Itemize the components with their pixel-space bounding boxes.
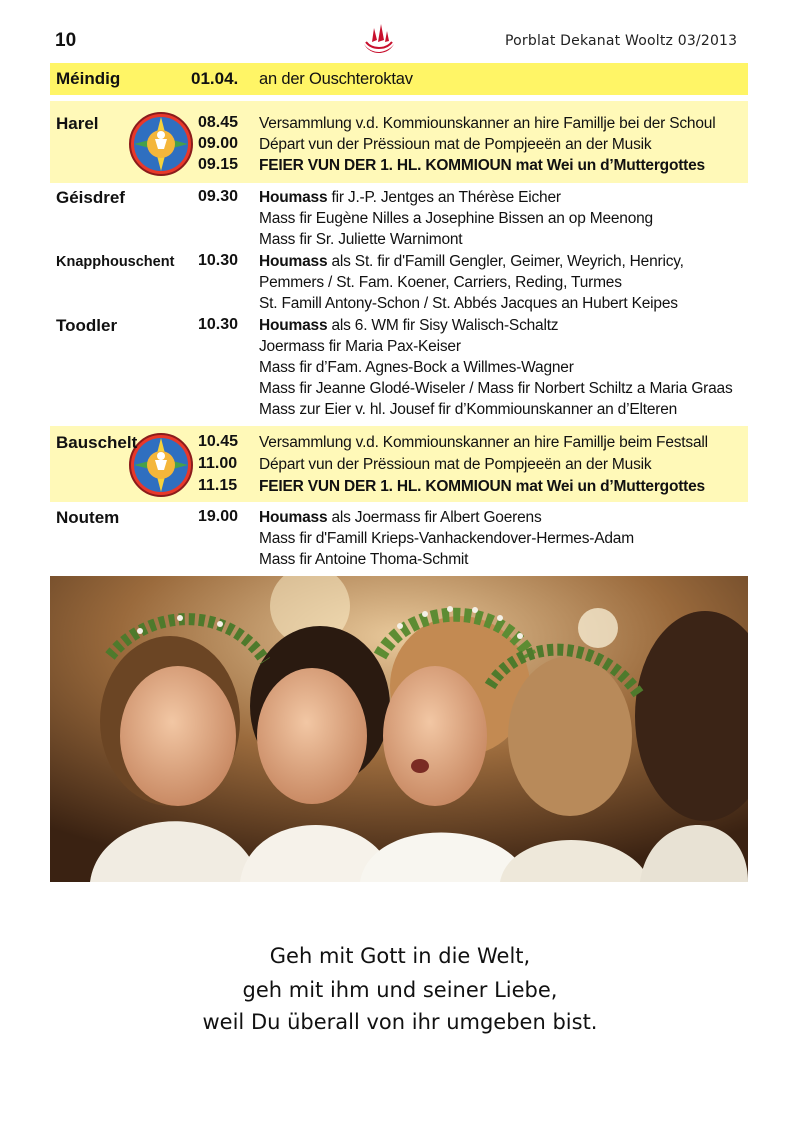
text-geisdref-1: Houmass fir J.-P. Jentges an Thérèse Eicher <box>259 189 561 206</box>
text-bauschelt-1: Versammlung v.d. Kommiounskanner an hire Famillje beim Festsall <box>259 434 708 451</box>
time-harel-1: 08.45 <box>198 114 239 131</box>
text-knapphouschent-1: Houmass als St. fir d'Famill Gengler, Geimer, Weyrich, Henricy, <box>259 253 684 270</box>
time-knapphouschent-1: 10.30 <box>198 252 239 269</box>
text-toodler-5: Mass zur Eier v. hl. Jousef fir d’Kommiounskanner an d’Elteren <box>259 401 678 418</box>
text-noutem-3: Mass fir Antoine Thoma-Schmit <box>259 551 469 568</box>
place-knapphouschent: Knapphouschent <box>56 254 175 270</box>
time-bauschelt-3: 11.15 <box>198 477 238 494</box>
time-geisdref-1: 09.30 <box>198 188 239 205</box>
first-communion-medallion-icon <box>128 111 194 177</box>
communion-children-photo <box>50 576 748 882</box>
day-occasion: an der Ouschteroktav <box>259 70 413 88</box>
place-bauschelt: Bauschelt <box>56 433 138 452</box>
time-harel-3: 09.15 <box>198 156 239 173</box>
text-toodler-4: Mass fir Jeanne Glodé-Wiseler / Mass fir Norbert Schiltz a Maria Graas <box>259 380 733 397</box>
time-noutem-1: 19.00 <box>198 508 239 525</box>
place-harel: Harel <box>56 114 99 133</box>
verse-line-1: Geh mit Gott in die Welt, <box>269 944 531 968</box>
text-harel-3: FEIER VUN DER 1. HL. KOMMIOUN mat Wei un d’Muttergottes <box>259 157 705 174</box>
text-harel-1: Versammlung v.d. Kommiounskanner an hire Famillje bei der Schoul <box>259 115 716 132</box>
verse-line-2: geh mit ihm und seiner Liebe, <box>242 978 558 1002</box>
text-noutem-2: Mass fir d'Famill Krieps-Vanhackendover-Hermes-Adam <box>259 530 634 547</box>
text-bauschelt-3: FEIER VUN DER 1. HL. KOMMIOUN mat Wei un d’Muttergottes <box>259 478 705 495</box>
page-number: 10 <box>55 30 77 51</box>
first-communion-medallion-icon <box>128 432 194 498</box>
time-bauschelt-1: 10.45 <box>198 433 239 450</box>
verse-line-3: weil Du überall von ihr umgeben bist. <box>202 1010 598 1034</box>
church-logo-icon <box>360 22 398 58</box>
place-toodler: Toodler <box>56 316 118 335</box>
time-bauschelt-2: 11.00 <box>198 455 238 472</box>
weekday: Méindig <box>56 69 121 88</box>
place-noutem: Noutem <box>56 508 120 527</box>
text-geisdref-2: Mass fir Eugène Nilles a Josephine Bissen an op Meenong <box>259 210 653 227</box>
day-date: 01.04. <box>191 69 239 88</box>
place-geisdref: Géisdref <box>56 188 125 207</box>
time-harel-2: 09.00 <box>198 135 239 152</box>
text-bauschelt-2: Départ vun der Prëssioun mat de Pompjeeën an der Musik <box>259 456 652 473</box>
time-toodler-1: 10.30 <box>198 316 239 333</box>
text-knapphouschent-2: Pemmers / St. Fam. Koener, Carriers, Reding, Turmes <box>259 274 622 291</box>
text-toodler-2: Joermass fir Maria Pax-Keiser <box>259 338 461 355</box>
text-geisdref-3: Mass fir Sr. Juliette Warnimont <box>259 231 463 248</box>
text-harel-2: Départ vun der Prëssioun mat de Pompjeeën an der Musik <box>259 136 652 153</box>
text-knapphouschent-3: St. Famill Antony-Schon / St. Abbés Jacques an Hubert Keipes <box>259 295 678 312</box>
text-toodler-3: Mass fir d’Fam. Agnes-Bock a Willmes-Wagner <box>259 359 574 376</box>
publication-title: Porblat Dekanat Wooltz 03/2013 <box>505 33 738 49</box>
text-noutem-1: Houmass als Joermass fir Albert Goerens <box>259 509 542 526</box>
text-toodler-1: Houmass als 6. WM fir Sisy Walisch-Schaltz <box>259 317 559 334</box>
